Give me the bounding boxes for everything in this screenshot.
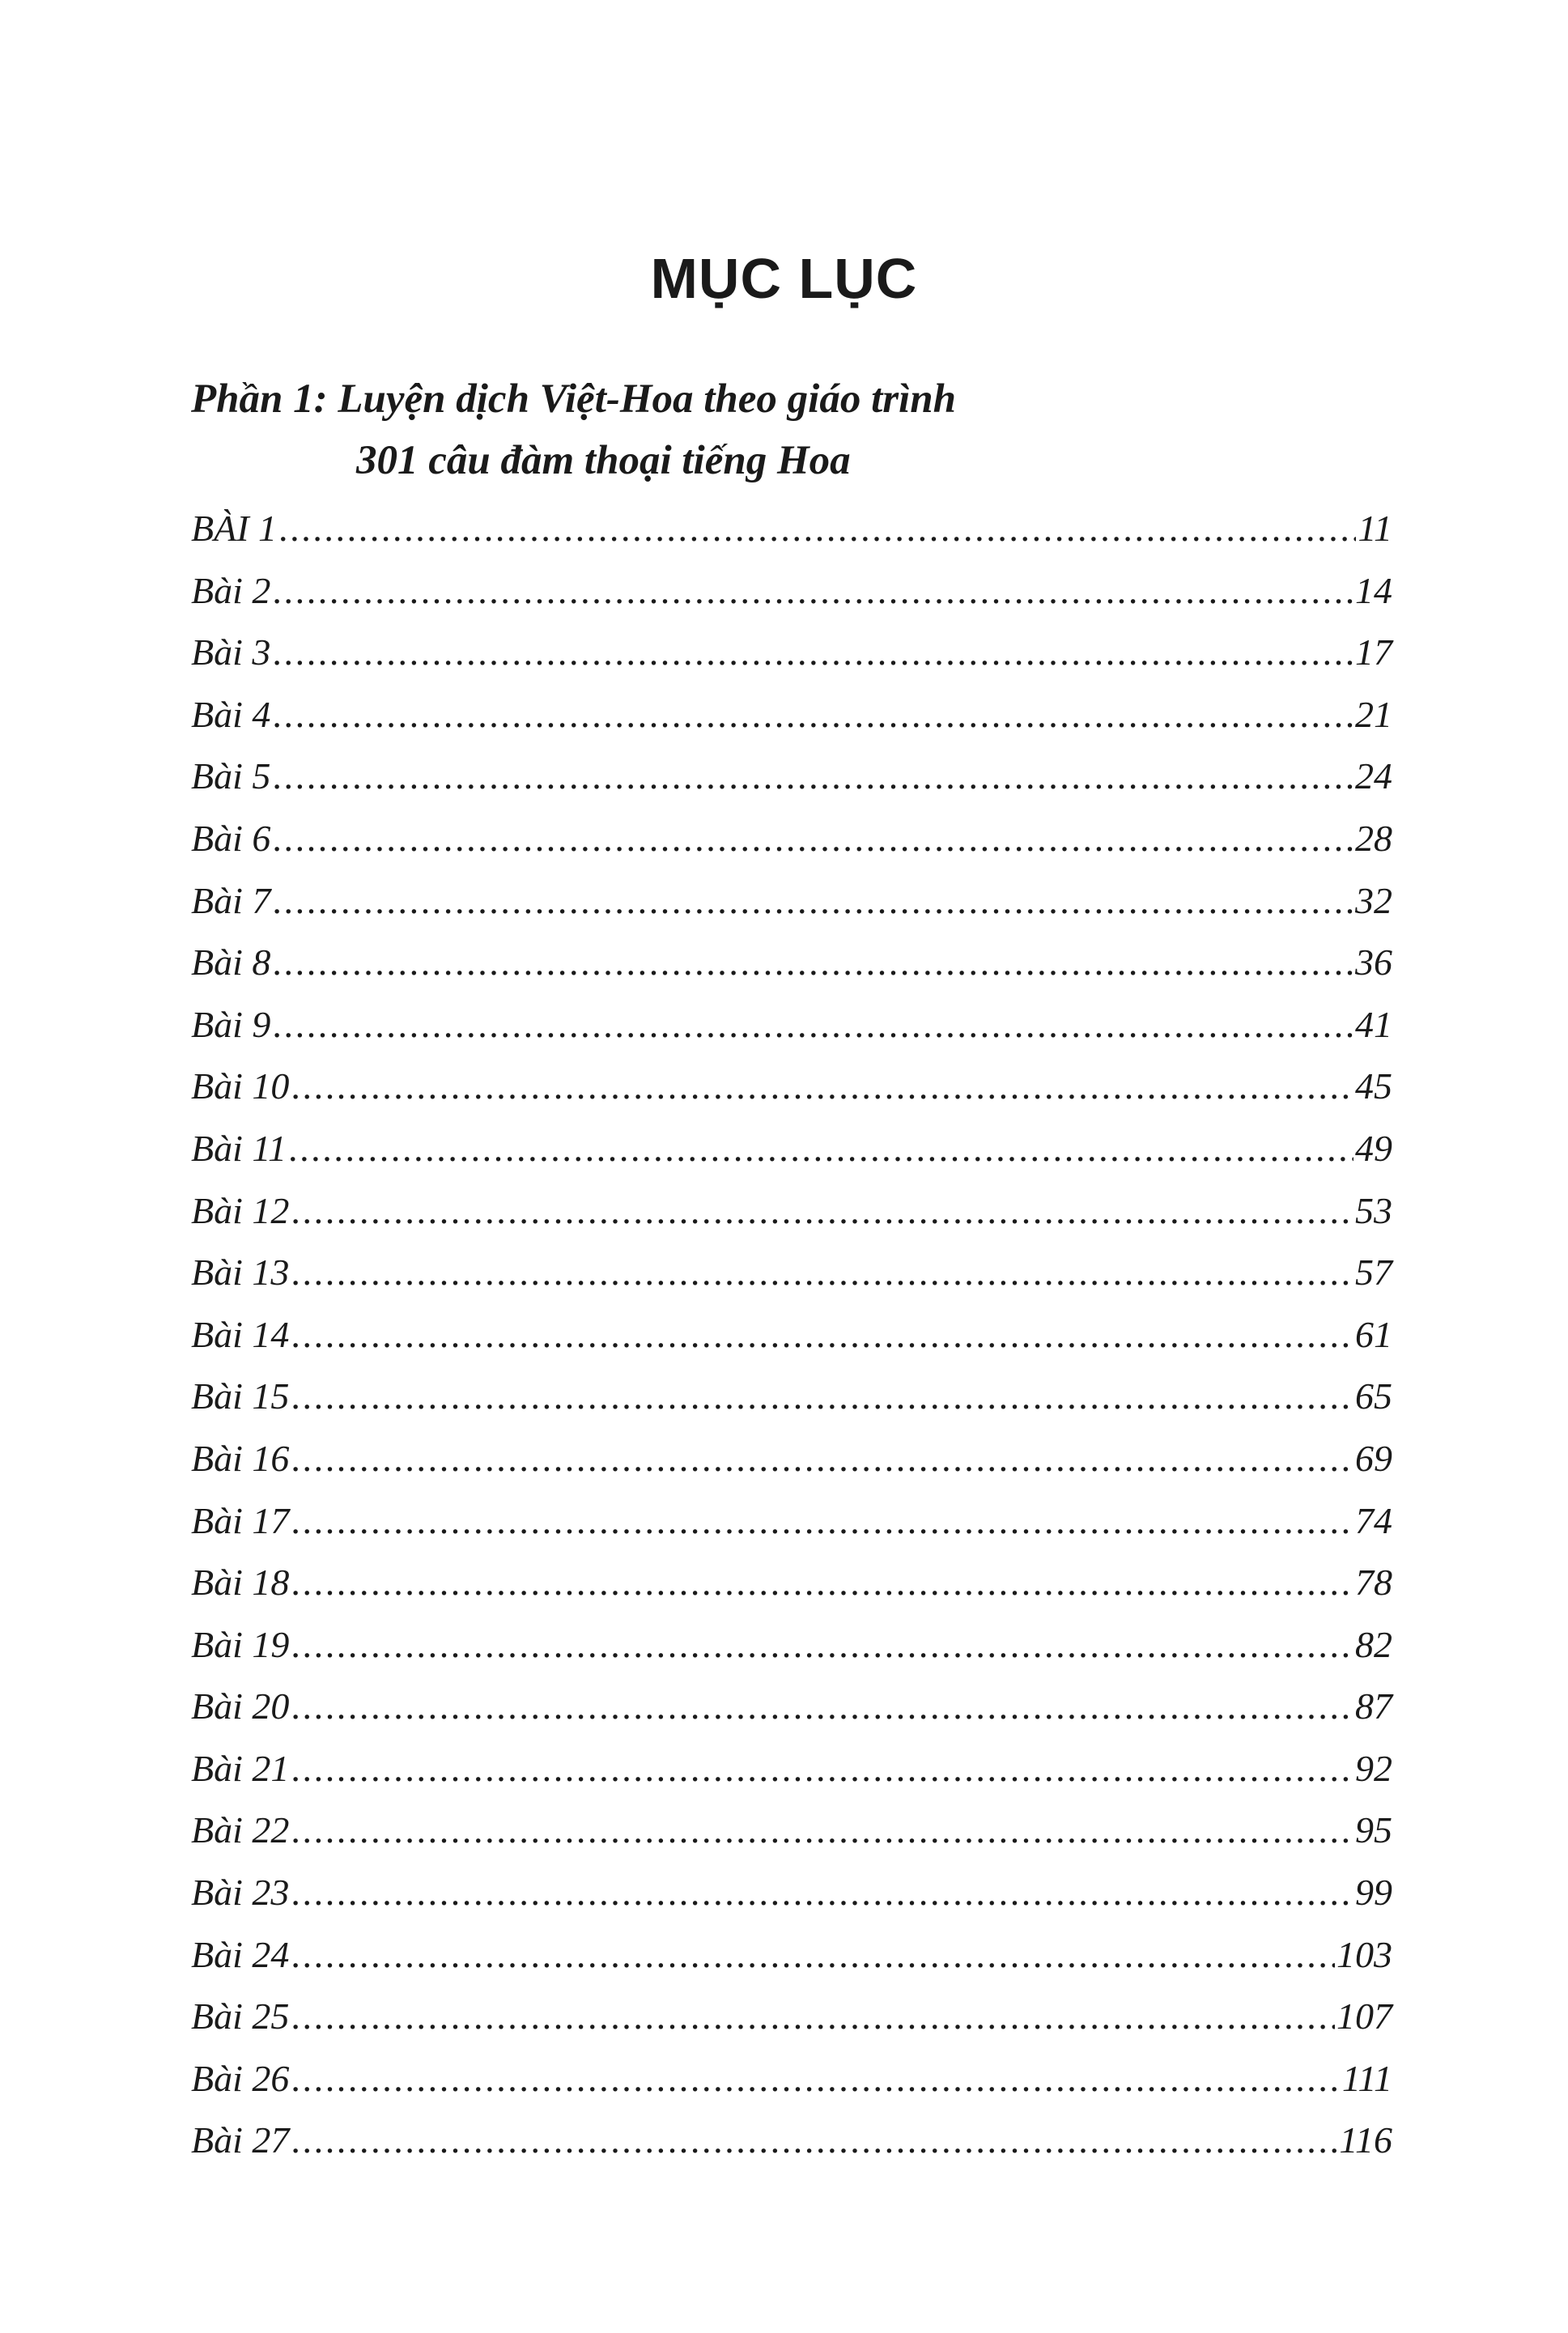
toc-entry-page-number: 69 bbox=[1355, 1437, 1392, 1479]
dot-leader bbox=[272, 994, 1353, 1056]
toc-entry[interactable] bbox=[191, 622, 1392, 684]
toc-entry[interactable] bbox=[191, 2110, 1392, 2172]
dot-leader bbox=[291, 1552, 1353, 1614]
toc-entry-label: Bài 11 bbox=[191, 1127, 287, 1169]
toc-entry-label: Bài 24 bbox=[191, 1933, 290, 1975]
toc-entry-page-number: 24 bbox=[1355, 755, 1392, 797]
toc-entry-label: Bài 20 bbox=[191, 1685, 290, 1727]
toc-entry-label: Bài 9 bbox=[191, 1003, 271, 1045]
toc-entry-page-number: 82 bbox=[1355, 1623, 1392, 1665]
toc-entry-page-number: 21 bbox=[1355, 693, 1392, 735]
toc-entry-page-number: 28 bbox=[1355, 817, 1392, 859]
toc-entry-label: Bài 18 bbox=[191, 1562, 290, 1604]
toc-entry[interactable] bbox=[191, 746, 1392, 808]
dot-leader bbox=[272, 870, 1353, 933]
toc-entry[interactable] bbox=[191, 1552, 1392, 1614]
toc-entry-page-number: 74 bbox=[1355, 1499, 1392, 1541]
toc-entry[interactable] bbox=[191, 1118, 1392, 1180]
toc-entry[interactable] bbox=[191, 684, 1392, 746]
dot-leader bbox=[288, 1118, 1353, 1180]
toc-entry-page-number: 92 bbox=[1355, 1747, 1392, 1789]
dot-leader bbox=[272, 808, 1353, 870]
toc-entry[interactable] bbox=[191, 1428, 1392, 1490]
toc-entry-label: Bài 22 bbox=[191, 1809, 290, 1851]
toc-entry-label: Bài 15 bbox=[191, 1375, 290, 1417]
dot-leader bbox=[291, 1614, 1353, 1676]
dot-leader bbox=[291, 1800, 1353, 1862]
toc-entry[interactable] bbox=[191, 1056, 1392, 1118]
toc-entry[interactable] bbox=[191, 1862, 1392, 1924]
toc-entry[interactable] bbox=[191, 1242, 1392, 1304]
toc-entry-label: Bài 3 bbox=[191, 631, 271, 674]
dot-leader bbox=[291, 1366, 1353, 1428]
toc-entry-page-number: 53 bbox=[1355, 1189, 1392, 1231]
toc-entry-page-number: 17 bbox=[1355, 631, 1392, 674]
toc-entry-page-number: 111 bbox=[1341, 2057, 1392, 2099]
toc-entry-page-number: 14 bbox=[1355, 569, 1392, 611]
toc-entry-page-number: 61 bbox=[1355, 1313, 1392, 1355]
toc-entry-page-number: 45 bbox=[1355, 1065, 1392, 1107]
toc-entry[interactable] bbox=[191, 1986, 1392, 2048]
toc-entry[interactable] bbox=[191, 1614, 1392, 1676]
toc-entry-page-number: 78 bbox=[1355, 1562, 1392, 1604]
toc-entry[interactable] bbox=[191, 498, 1392, 560]
dot-leader bbox=[291, 1428, 1353, 1490]
toc-entry-label: Bài 2 bbox=[191, 569, 271, 611]
toc-entry[interactable] bbox=[191, 994, 1392, 1056]
dot-leader bbox=[291, 1862, 1353, 1924]
toc-entry-label: Bài 13 bbox=[191, 1251, 290, 1294]
toc-entry-label: Bài 17 bbox=[191, 1499, 290, 1541]
toc-entry-page-number: 11 bbox=[1358, 508, 1392, 549]
dot-leader bbox=[291, 1242, 1353, 1304]
toc-entry[interactable] bbox=[191, 2048, 1392, 2110]
toc-entry[interactable] bbox=[191, 1366, 1392, 1428]
toc-entry-page-number: 41 bbox=[1355, 1003, 1392, 1045]
toc-entry[interactable] bbox=[191, 870, 1392, 933]
toc-entry-page-number: 103 bbox=[1336, 1933, 1392, 1975]
toc-entry[interactable] bbox=[191, 1738, 1392, 1800]
toc-entry[interactable] bbox=[191, 560, 1392, 623]
toc-entry-page-number: 32 bbox=[1355, 879, 1392, 921]
toc-entry-page-number: 49 bbox=[1355, 1127, 1392, 1169]
toc-entry-page-number: 65 bbox=[1355, 1375, 1392, 1417]
toc-entry-label: Bài 12 bbox=[191, 1189, 290, 1231]
dot-leader bbox=[272, 746, 1353, 808]
toc-entry-label: Bài 8 bbox=[191, 941, 271, 984]
dot-leader bbox=[291, 1924, 1335, 1987]
toc-entry-label: Bài 21 bbox=[191, 1747, 290, 1789]
toc-entry-page-number: 99 bbox=[1355, 1872, 1392, 1914]
section-heading-line-1: Phần 1: Luyện dịch Việt-Hoa theo giáo trình bbox=[191, 376, 957, 422]
toc-entry-label: Bài 19 bbox=[191, 1623, 290, 1665]
toc-entry[interactable] bbox=[191, 1800, 1392, 1862]
toc-entry-label: Bài 25 bbox=[191, 1995, 290, 2038]
dot-leader bbox=[291, 1056, 1353, 1118]
toc-entry[interactable] bbox=[191, 1180, 1392, 1243]
toc-entry-page-number: 36 bbox=[1355, 941, 1392, 984]
dot-leader bbox=[291, 1490, 1353, 1553]
toc-entry-label: Bài 5 bbox=[191, 755, 271, 797]
toc-entry-label: Bài 7 bbox=[191, 879, 271, 921]
dot-leader bbox=[291, 1676, 1353, 1738]
toc-entry-label: Bài 27 bbox=[191, 2119, 290, 2161]
toc-entry-label: Bài 14 bbox=[191, 1313, 290, 1355]
dot-leader bbox=[278, 498, 1356, 560]
toc-entry-page-number: 87 bbox=[1355, 1685, 1392, 1727]
toc-entry-page-number: 95 bbox=[1355, 1809, 1392, 1851]
toc-entry-label: Bài 10 bbox=[191, 1065, 290, 1107]
section-heading-line-2: 301 câu đàm thoại tiếng Hoa bbox=[356, 438, 851, 483]
toc-entry[interactable] bbox=[191, 808, 1392, 870]
dot-leader bbox=[272, 684, 1353, 746]
dot-leader bbox=[291, 1986, 1335, 2048]
toc-entry[interactable] bbox=[191, 1676, 1392, 1738]
toc-entry-label: Bài 6 bbox=[191, 817, 271, 859]
toc-entry-page-number: 57 bbox=[1355, 1251, 1392, 1294]
dot-leader bbox=[272, 560, 1353, 623]
table-of-contents bbox=[191, 498, 1392, 2172]
page-title: MỤC LỤC bbox=[650, 246, 918, 310]
toc-entry[interactable] bbox=[191, 932, 1392, 994]
dot-leader bbox=[291, 2048, 1340, 2110]
toc-entry[interactable] bbox=[191, 1304, 1392, 1366]
toc-entry-label: Bài 4 bbox=[191, 693, 271, 735]
toc-entry-page-number: 116 bbox=[1339, 2119, 1392, 2161]
toc-entry-page-number: 107 bbox=[1336, 1995, 1392, 2038]
dot-leader bbox=[272, 932, 1353, 994]
toc-entry-label: Bài 26 bbox=[191, 2057, 290, 2099]
toc-entry-label: Bài 16 bbox=[191, 1437, 290, 1479]
toc-entry[interactable] bbox=[191, 1490, 1392, 1553]
toc-entry-label: BÀI 1 bbox=[191, 508, 278, 549]
dot-leader bbox=[291, 1304, 1353, 1366]
dot-leader bbox=[291, 2110, 1337, 2172]
toc-entry-label: Bài 23 bbox=[191, 1872, 290, 1914]
dot-leader bbox=[291, 1738, 1353, 1800]
toc-entry[interactable] bbox=[191, 1924, 1392, 1987]
dot-leader bbox=[291, 1180, 1353, 1243]
section-heading bbox=[191, 368, 956, 491]
dot-leader bbox=[272, 622, 1353, 684]
